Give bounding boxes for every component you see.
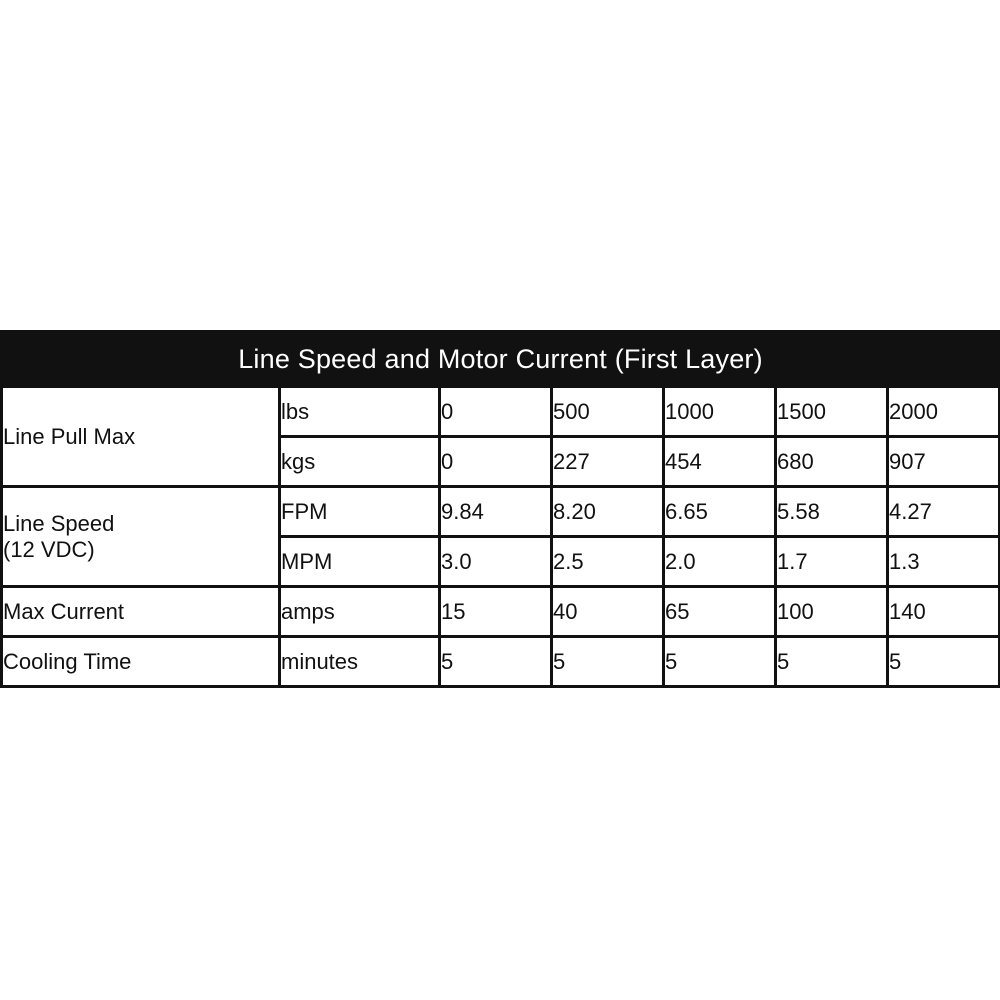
row-unit-mpm: MPM <box>280 537 440 587</box>
row-label-line-speed <box>2 487 280 587</box>
row-unit-lbs: lbs <box>280 387 440 437</box>
cell-value: 65 <box>664 587 776 637</box>
cell-value: 454 <box>664 437 776 487</box>
row-unit-fpm: FPM <box>280 487 440 537</box>
cell-value: 4.27 <box>888 487 1000 537</box>
cell-value: 1.3 <box>888 537 1000 587</box>
cell-value: 140 <box>888 587 1000 637</box>
cell-value: 5 <box>776 637 888 687</box>
cell-value: 40 <box>552 587 664 637</box>
cell-value: 3.0 <box>440 537 552 587</box>
row-unit-kgs: kgs <box>280 437 440 487</box>
cell-value: 5.58 <box>776 487 888 537</box>
cell-value: 227 <box>552 437 664 487</box>
cell-value: 500 <box>552 387 664 437</box>
cell-value: 907 <box>888 437 1000 487</box>
cell-value: 6.65 <box>664 487 776 537</box>
table-row <box>2 637 1000 687</box>
cell-value: 5 <box>888 637 1000 687</box>
cell-value: 0 <box>440 437 552 487</box>
cell-value: 1.7 <box>776 537 888 587</box>
row-unit-minutes: minutes <box>280 637 440 687</box>
row-label-line-speed-line2: (12 VDC) <box>3 536 95 562</box>
cell-value: 100 <box>776 587 888 637</box>
table-title: Line Speed and Motor Current (First Layer) <box>2 332 1000 387</box>
row-label-line-speed-line1: Line Speed <box>3 511 115 537</box>
cell-value: 5 <box>440 637 552 687</box>
table-row <box>2 487 1000 537</box>
cell-value: 5 <box>552 637 664 687</box>
table-row <box>2 387 1000 437</box>
cell-value: 5 <box>664 637 776 687</box>
row-label-max-current: Max Current <box>2 587 280 637</box>
table-row <box>2 587 1000 637</box>
spec-table-container <box>0 330 1000 688</box>
cell-value: 2.0 <box>664 537 776 587</box>
cell-value: 8.20 <box>552 487 664 537</box>
row-label-cooling-time: Cooling Time <box>2 637 280 687</box>
cell-value: 0 <box>440 387 552 437</box>
cell-value: 9.84 <box>440 487 552 537</box>
cell-value: 1500 <box>776 387 888 437</box>
cell-value: 15 <box>440 587 552 637</box>
cell-value: 1000 <box>664 387 776 437</box>
line-speed-motor-current-table <box>0 330 1000 688</box>
cell-value: 2.5 <box>552 537 664 587</box>
row-unit-amps: amps <box>280 587 440 637</box>
row-label-line-pull-max: Line Pull Max <box>2 387 280 487</box>
table-title-row <box>2 332 1000 387</box>
cell-value: 2000 <box>888 387 1000 437</box>
cell-value: 680 <box>776 437 888 487</box>
